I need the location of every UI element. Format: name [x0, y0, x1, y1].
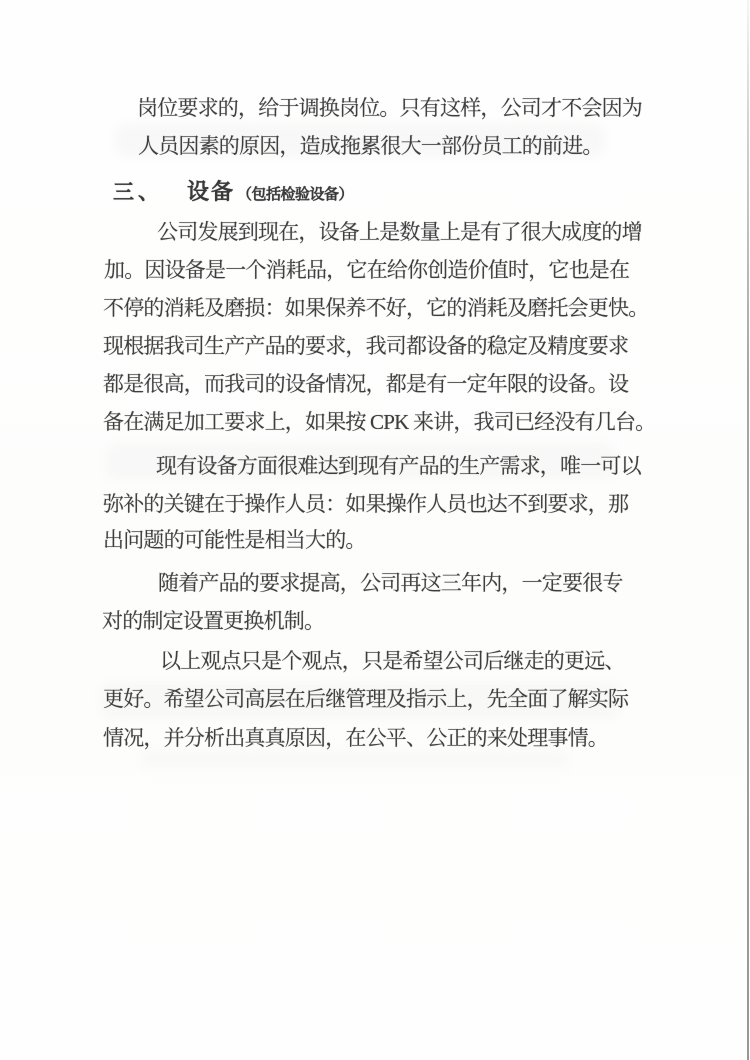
section-heading [113, 175, 353, 206]
doc-line: 出问题的可能性是相当大的。 [103, 528, 366, 552]
doc-line: 更好。希望公司高层在后继管理及指示上，先全面了解实际 [103, 687, 629, 711]
doc-line: 公司发展到现在，设备上是数量上是有了很大成度的增 [157, 220, 642, 244]
section-number: 三、 [113, 180, 163, 204]
doc-line: 弥补的关键在于操作人员：如果操作人员也达不到要求，那 [103, 492, 629, 516]
doc-line: 都是很高，而我司的设备情况，都是有一定年限的设备。设 [103, 372, 629, 396]
doc-line: 以上观点只是个观点，只是希望公司后继走的更远、 [160, 649, 625, 673]
doc-line: 对的制定设置更换机制。 [102, 609, 325, 633]
doc-line: 随着产品的要求提高，公司再这三年内，一定要很专 [158, 571, 623, 595]
doc-line: 岗位要求的，给于调换岗位。只有这样，公司才不会因为 [137, 96, 642, 120]
doc-line: 现根据我司生产产品的要求，我司都设备的稳定及精度要求 [103, 334, 629, 358]
section-title: 设备 [187, 179, 236, 204]
section-subtitle: （包括检验设备） [237, 187, 354, 203]
doc-line: 不停的消耗及磨损：如果保养不好，它的消耗及磨托会更快。 [103, 296, 649, 320]
scan-artifact [140, 750, 570, 768]
doc-line: 备在满足加工要求上，如果按 CPK 来讲，我司已经没有几台。 [103, 410, 656, 434]
doc-line: 现有设备方面很难达到现有产品的生产需求，唯一可以 [156, 454, 641, 478]
doc-line: 加。因设备是一个消耗品，它在给你创造价值时，它也是在 [104, 258, 630, 282]
scan-edge-shadow [747, 0, 749, 1060]
doc-line: 人员因素的原因，造成拖累很大一部份员工的前进。 [138, 134, 603, 158]
doc-line: 情况，并分析出真真原因，在公平、公正的来处理事情。 [103, 726, 608, 750]
